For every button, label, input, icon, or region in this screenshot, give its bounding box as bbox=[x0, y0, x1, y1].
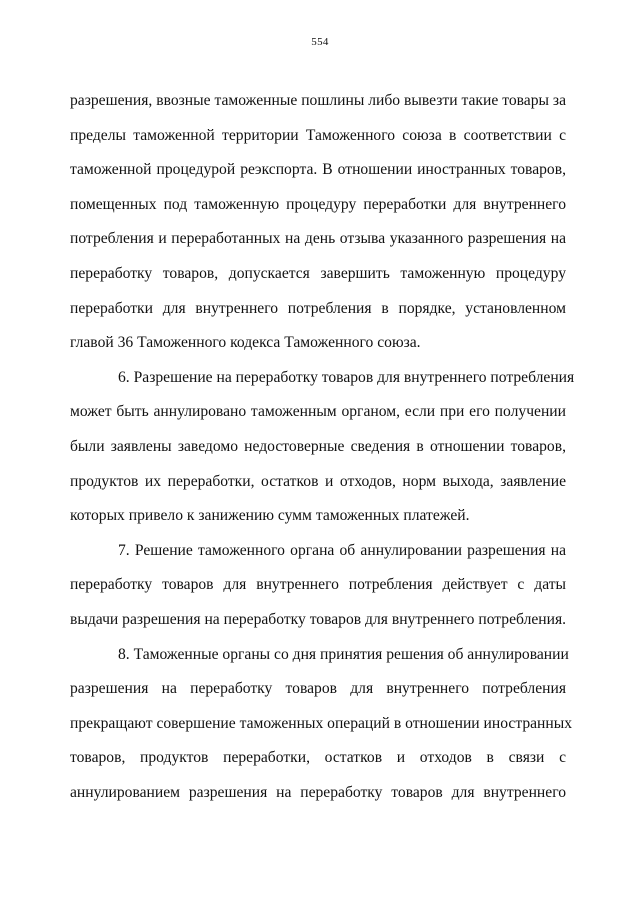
text-line: аннулированием разрешения на переработку товаров для внутреннего bbox=[70, 783, 566, 801]
text-line: товаров, продуктов переработки, остатков и отходов в связи с bbox=[70, 749, 566, 767]
text-line: помещенных под таможенную процедуру переработки для внутреннего bbox=[70, 195, 566, 213]
document-body bbox=[70, 84, 575, 810]
text-line: переработку товаров, допускается завершить таможенную процедуру bbox=[70, 264, 566, 282]
paragraph-6-first-line: 6. Разрешение на переработку товаров для внутреннего потребления bbox=[118, 368, 575, 386]
text-line: пределы таможенной территории Таможенного союза в соответствии с bbox=[70, 126, 566, 144]
text-line: может быть аннулировано таможенным органом, если при его получении bbox=[70, 403, 566, 421]
text-line: потребления и переработанных на день отзыва указанного разрешения на bbox=[70, 230, 566, 248]
text-line: были заявлены заведомо недостоверные сведения в отношении товаров, bbox=[70, 437, 566, 455]
text-line: прекращают совершение таможенных операций в отношении иностранных bbox=[70, 714, 573, 732]
page-number: 554 bbox=[311, 36, 329, 48]
paragraph-8-first-line: 8. Таможенные органы со дня принятия решения об аннулировании bbox=[118, 645, 569, 663]
text-line: переработку товаров для внутреннего потребления действует с даты bbox=[70, 576, 566, 594]
text-line: переработки для внутреннего потребления в порядке, установленном bbox=[70, 299, 566, 317]
text-line: главой 36 Таможенного кодекса Таможенного союза. bbox=[70, 334, 421, 352]
text-line: выдачи разрешения на переработку товаров для внутреннего потребления. bbox=[70, 610, 567, 628]
text-line: разрешения, ввозные таможенные пошлины либо вывезти такие товары за bbox=[70, 92, 566, 109]
text-line: которых привело к занижению сумм таможенных платежей. bbox=[70, 507, 470, 525]
text-line: разрешения на переработку товаров для внутреннего потребления bbox=[70, 680, 566, 698]
paragraph-7-first-line: 7. Решение таможенного органа об аннулировании разрешения на bbox=[118, 541, 566, 559]
text-line: таможенной процедурой реэкспорта. В отношении иностранных товаров, bbox=[70, 161, 566, 179]
text-line: продуктов их переработки, остатков и отходов, норм выхода, заявление bbox=[70, 472, 566, 490]
